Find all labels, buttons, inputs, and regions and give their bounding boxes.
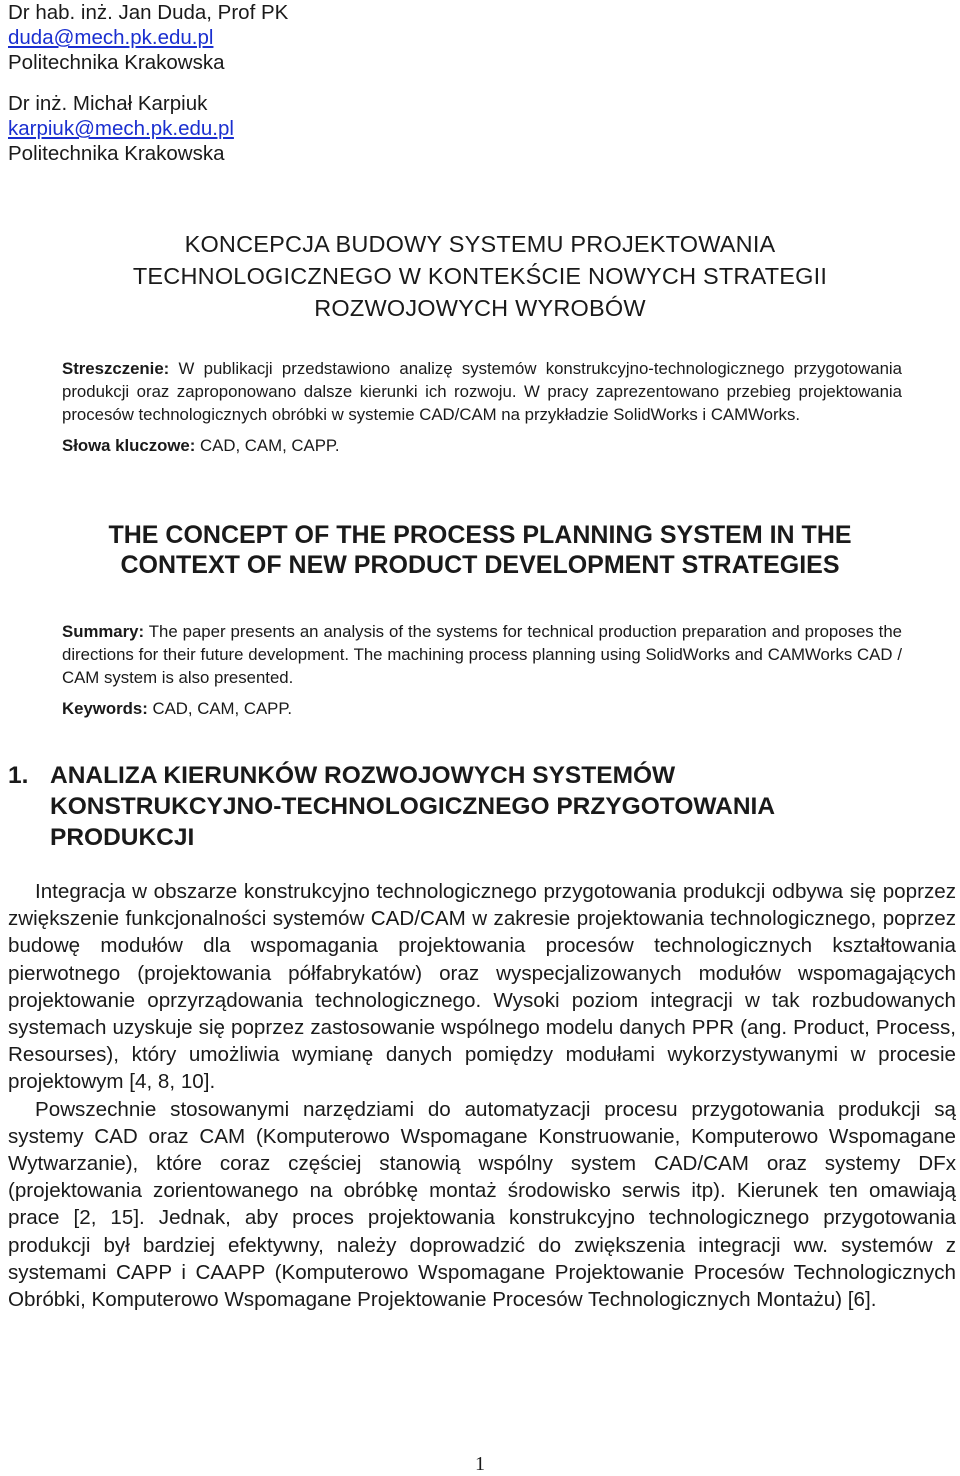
author-gap (8, 75, 288, 91)
keywords-english (62, 697, 902, 720)
keywords-polish (62, 434, 902, 457)
author-email-link[interactable]: karpiuk@mech.pk.edu.pl (8, 117, 234, 140)
section-title-line: PRODUKCJI (50, 824, 195, 851)
title-english-line: CONTEXT OF NEW PRODUCT DEVELOPMENT STRATEGIES (120, 551, 840, 579)
abstract-polish (62, 357, 902, 457)
author-affiliation: Politechnika Krakowska (8, 51, 225, 74)
section-title-line: ANALIZA KIERUNKÓW ROZWOJOWYCH SYSTEMÓW (50, 762, 676, 789)
title-polish (40, 228, 920, 324)
abstract-english-label: Summary: (62, 622, 145, 641)
body-paragraph: Integracja w obszarze konstrukcyjno technologicznego przygotowania produkcji odbywa się poprzez zwiększenie funkcjonalności systemów CAD/CAM w zakresie projektowania technologicznego, poprzez budowę modułów dla wspomagania projektowania procesów technologicznych kształtowania pierwotnego (projektowania półfabrykatów) oraz wyspecjalizowanych modułów wspomagających projektowanie oprzyrządowania technologicznego. Wysoki poziom integracji w tak rozbudowanych systemach uzyskuje się poprzez zastosowanie wspólnego modelu danych PPR (ang. Product, Process, Resourses), który umożliwia wymianę danych pomiędzy modułami wykorzystywanymi w procesie projektowym [4, 8, 10]. (8, 880, 956, 1094)
section-body (8, 878, 956, 1313)
title-english-line: THE CONCEPT OF THE PROCESS PLANNING SYSTEM IN THE (108, 521, 852, 549)
author-name: Dr inż. Michał Karpiuk (8, 92, 208, 115)
abstract-polish-text (62, 357, 902, 426)
author-block (8, 0, 288, 166)
title-polish-line: ROZWOJOWYCH WYROBÓW (314, 295, 646, 321)
keywords-polish-label: Słowa kluczowe: (62, 436, 196, 455)
keywords-english-label: Keywords: (62, 699, 148, 718)
title-polish-line: KONCEPCJA BUDOWY SYSTEMU PROJEKTOWANIA (184, 231, 776, 257)
author-email-link[interactable]: duda@mech.pk.edu.pl (8, 26, 214, 49)
abstract-english-text (62, 620, 902, 689)
page-number: 1 (475, 1453, 485, 1475)
author-name: Dr hab. inż. Jan Duda, Prof PK (8, 1, 289, 24)
body-paragraph: Powszechnie stosowanymi narzędziami do automatyzacji procesu przygotowania produkcji są systemy CAD oraz CAM (Komputerowo Wspomagane Konstruowanie, Komputerowo Wspomagane Wytwarzanie), które coraz częściej stanowią wspólny system CAD/CAM oraz systemy DFx (projektowania zorientowanego na obróbkę montaż środowisko serwis itp). Kierunek ten omawiają prace [2, 15]. Jednak, aby proces projektowania konstrukcyjno technologicznego przygotowania produkcji był bardziej efektywny, należy doprowadzić do zwiększenia integracji ww. systemów z systemami CAPP i CAAPP (Komputerowo Wspomagane Projektowanie Procesów Technologicznych Obróbki, Komputerowo Wspomagane Projektowanie Procesów Technologicznych Montażu) [6]. (8, 1097, 956, 1312)
keywords-english-values: CAD, CAM, CAPP. (147, 699, 293, 718)
abstract-english-body: The paper presents an analysis of the systems for technical production preparation and proposes the directions for their future development. The machining process planning using SolidWorks and CAMWorks CAD / CAM system is also presented. (62, 622, 902, 687)
section-number: 1. (8, 762, 29, 789)
abstract-polish-body: W publikacji przedstawiono analizę systemów konstrukcyjno-technologicznego przygotowania produkcji oraz zaproponowano dalsze kierunki ich rozwoju. W pracy zaprezentowano przebieg projektowania procesów technologicznych obróbki w systemie CAD/CAM na przykładzie SolidWorks i CAMWorks. (62, 359, 902, 424)
section-title (50, 760, 910, 853)
author-affiliation: Politechnika Krakowska (8, 142, 225, 165)
title-english (30, 520, 930, 580)
abstract-english (62, 620, 902, 720)
title-polish-line: TECHNOLOGICZNEGO W KONTEKŚCIE NOWYCH STRATEGII (132, 263, 828, 289)
keywords-polish-values: CAD, CAM, CAPP. (195, 436, 340, 455)
abstract-polish-label: Streszczenie: (62, 359, 170, 378)
section-title-line: KONSTRUKCYJNO-TECHNOLOGICZNEGO PRZYGOTOWANIA (50, 793, 776, 820)
